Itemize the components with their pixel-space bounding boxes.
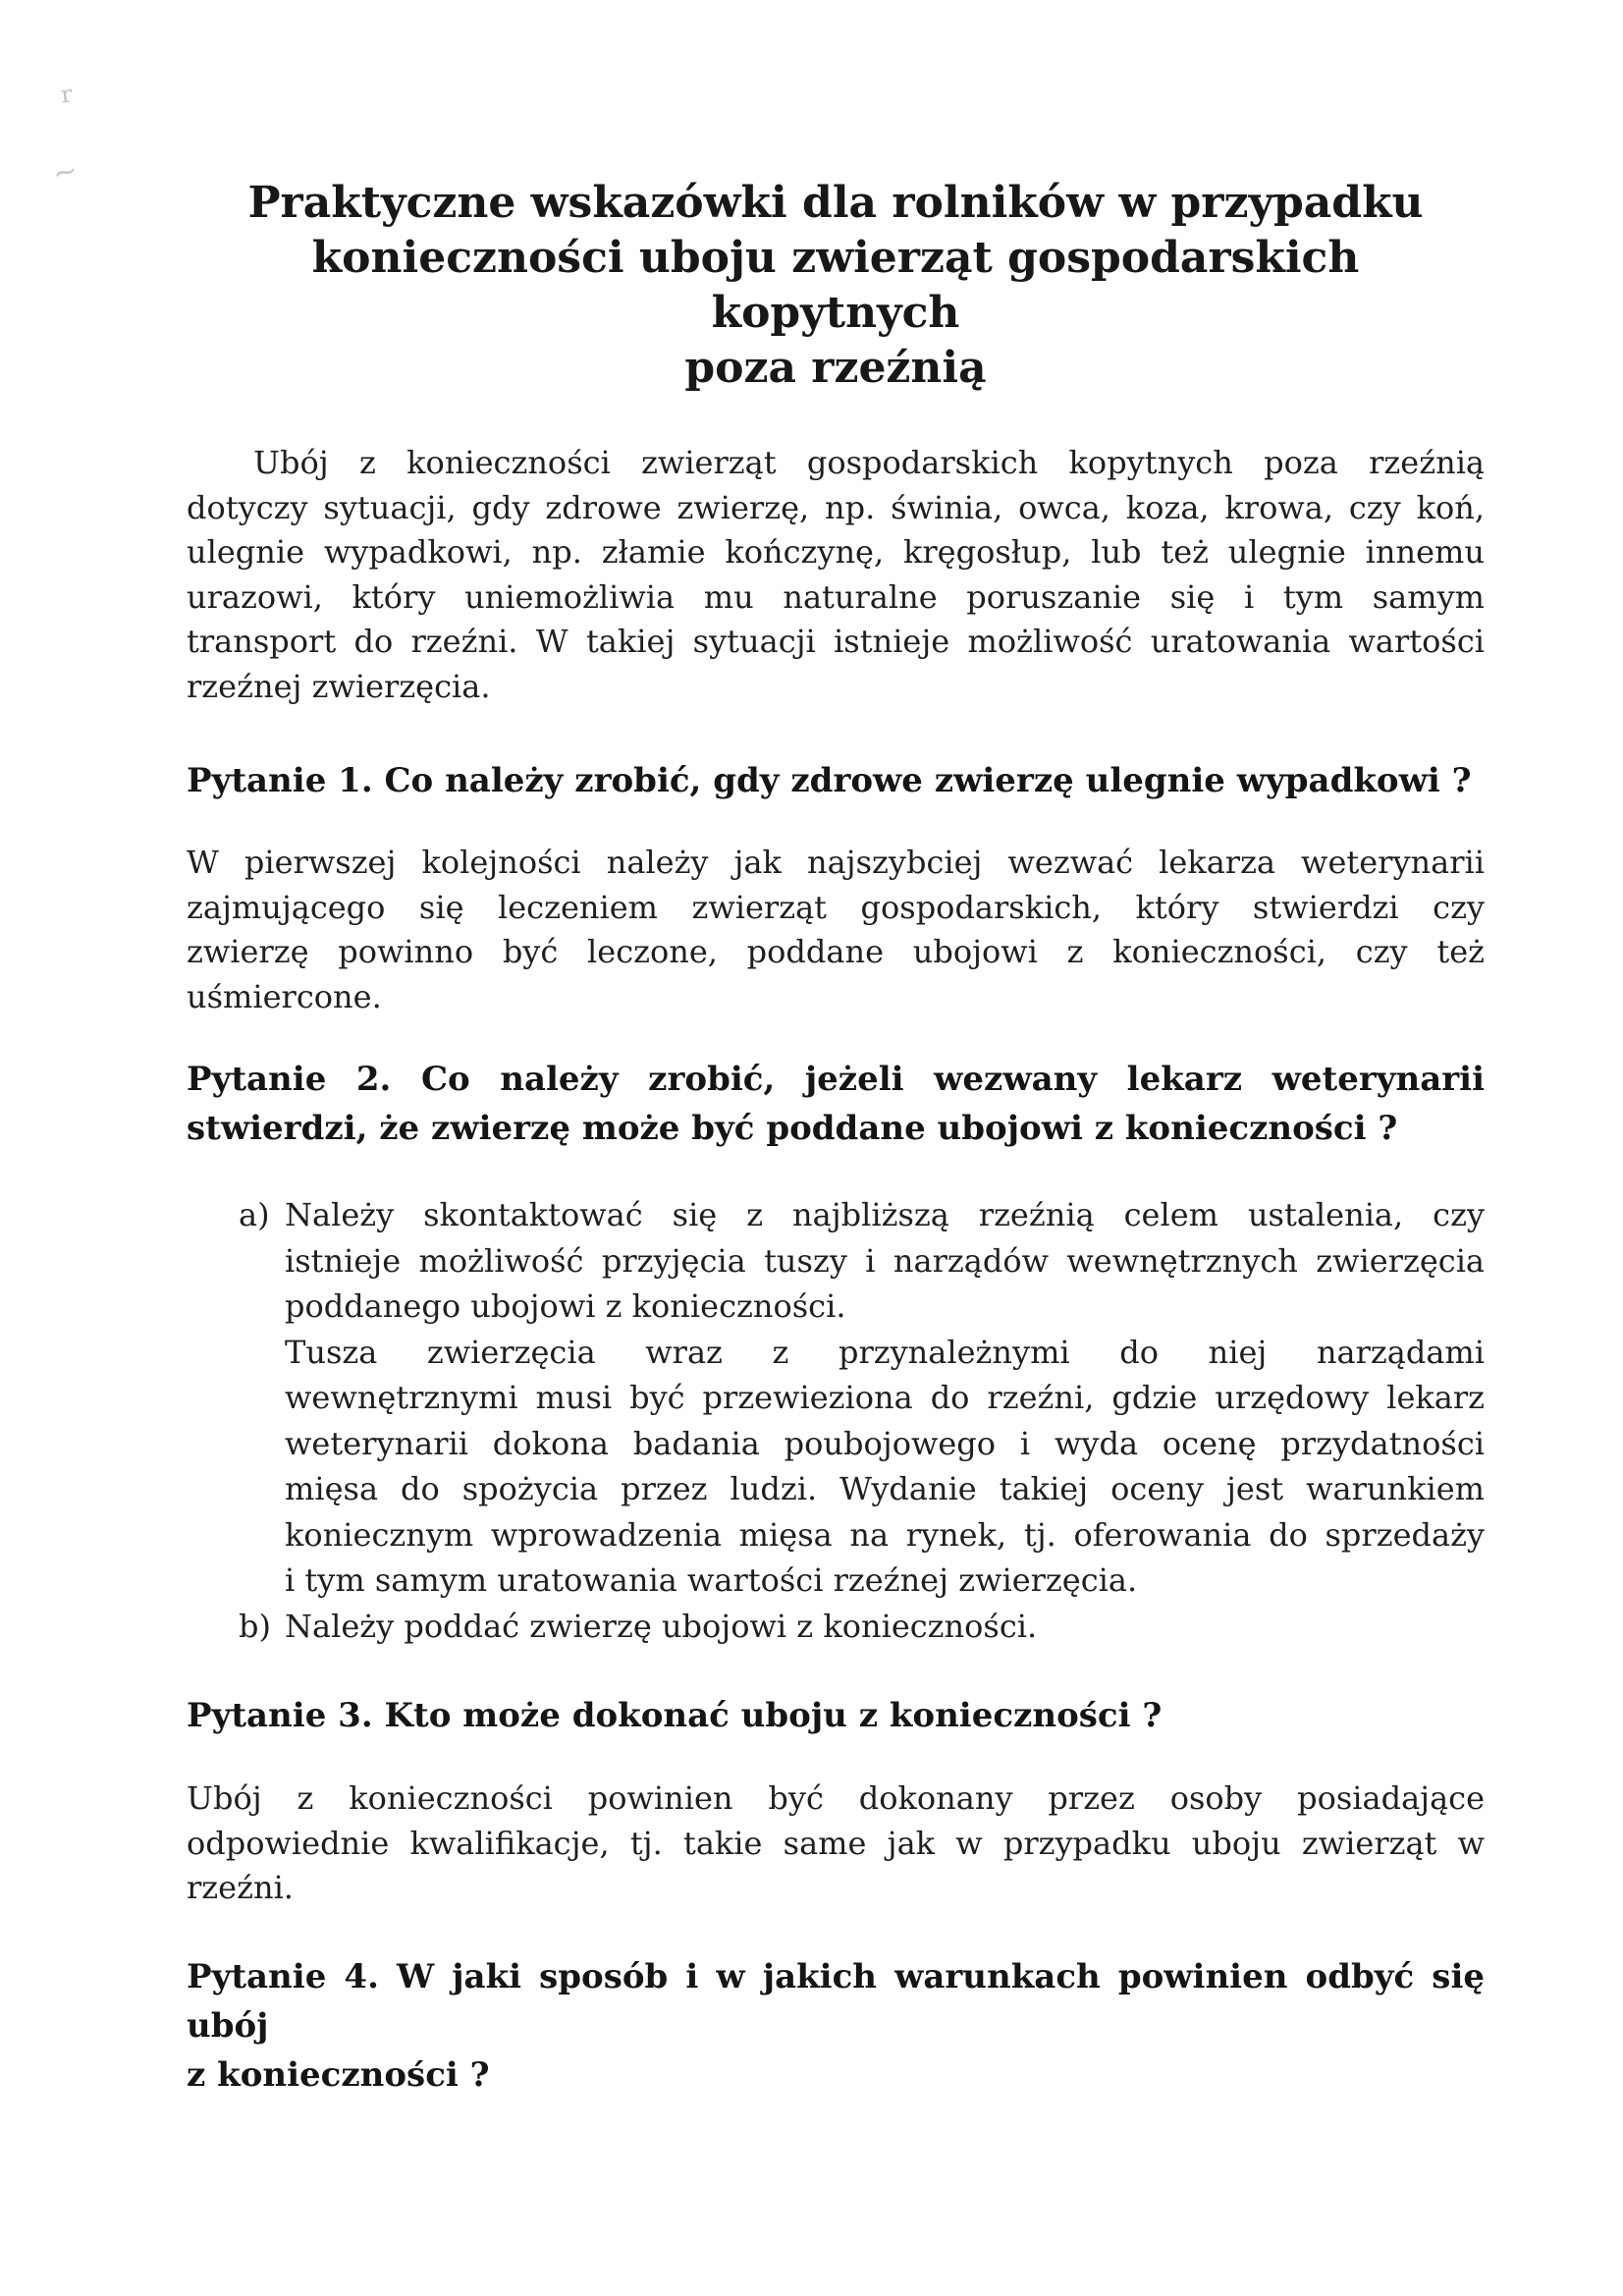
text-line: Należy skontaktować się z najbliższą rzeźnią celem ustalenia, czy [285, 1196, 1485, 1233]
question-3-heading [187, 1691, 1485, 1740]
text-line: urazowi, który uniemożliwia mu naturalne poruszanie się i tym samym [187, 577, 1485, 616]
question-2-answer-list [187, 1192, 1485, 1649]
text-line: uśmiercone. [187, 977, 382, 1015]
question-4-heading [187, 1952, 1485, 2100]
text-line: Pytanie 2. Co należy zrobić, jeżeli wezwany lekarz weterynarii [187, 1060, 1485, 1099]
text-line: W pierwszej kolejności należy jak najszybciej wezwać lekarza weterynarii [187, 844, 1485, 881]
text-line: dotyczy sytuacji, gdy zdrowe zwierzę, np. świnia, owca, koza, krowa, czy koń, [187, 488, 1485, 526]
list-item-a-paragraph-2 [285, 1330, 1485, 1604]
text-line: Ubój z konieczności powinien być dokonany przez osoby posiadające [187, 1779, 1485, 1817]
text-line: Ubój z konieczności zwierząt gospodarskich kopytnych poza rzeźnią [253, 444, 1485, 481]
question-2-heading [187, 1055, 1485, 1153]
text-line: konieczności uboju zwierząt gospodarskich kopytnych [311, 233, 1360, 338]
text-line: Pytanie 3. Kto może dokonać uboju z konieczności ? [187, 1696, 1163, 1735]
text-line: rzeźni. [187, 1869, 294, 1906]
pencil-mark: ~ [49, 152, 81, 192]
text-line: Należy poddać zwierzę ubojowi z konieczności. [285, 1607, 1038, 1645]
question-1-heading [187, 756, 1485, 805]
text-line: i tym samym uratowania wartości rzeźnej zwierzęcia. [285, 1561, 1138, 1599]
question-3-answer [187, 1777, 1485, 1911]
text-line: z konieczności ? [187, 2054, 490, 2095]
text-line: koniecznym wprowadzenia mięsa na rynek, tj. oferowania do sprzedaży [285, 1515, 1485, 1554]
text-line: transport do rzeźni. W takiej sytuacji istnieje możliwość uratowania wartości [187, 623, 1485, 660]
list-item-a [187, 1192, 1485, 1604]
list-marker-b: b) [239, 1607, 271, 1645]
text-line: mięsa do spożycia przez ludzi. Wydanie takiej oceny jest warunkiem [285, 1470, 1485, 1507]
text-line: poza rzeźnią [684, 343, 987, 393]
text-line: weterynarii dokona badania poubojowego i wyda ocenę przydatności [285, 1424, 1485, 1462]
text-line: rzeźnej zwierzęcia. [187, 667, 491, 705]
list-item-a-body [285, 1192, 1485, 1604]
text-line: Pytanie 4. W jaki sposób i w jakich warunkach powinien odbyć się ubój [187, 1956, 1485, 2046]
text-line: Pytanie 1. Co należy zrobić, gdy zdrowe zwierzę ulegnie wypadkowi ? [187, 761, 1472, 800]
list-item-b [187, 1604, 1485, 1650]
list-item-b-body [285, 1604, 1485, 1650]
text-line: zajmującego się leczeniem zwierząt gospodarskich, który stwierdzi czy [187, 888, 1485, 926]
text-line: odpowiednie kwalifikacje, tj. takie same jak w przypadku uboju zwierząt w [187, 1824, 1485, 1862]
document-title [187, 176, 1485, 396]
text-line: poddanego ubojowi z konieczności. [285, 1287, 846, 1325]
text-line: ulegnie wypadkowi, np. złamie kończynę, kręgosłup, lub też ulegnie innemu [187, 533, 1485, 571]
intro-paragraph [187, 441, 1485, 709]
list-item-b-paragraph-1 [285, 1604, 1485, 1650]
text-line: istnieje możliwość przyjęcia tuszy i narządów wewnętrznych zwierzęcia [285, 1241, 1485, 1280]
list-item-a-paragraph-1 [285, 1192, 1485, 1330]
text-line: stwierdzi, że zwierzę może być poddane ubojowi z konieczności ? [187, 1109, 1398, 1148]
text-line: zwierzę powinno być leczone, poddane ubojowi z konieczności, czy też [187, 933, 1485, 970]
text-line: Tusza zwierzęcia wraz z przynależnymi do niej narządami [285, 1333, 1485, 1371]
pencil-mark: r [59, 80, 75, 109]
text-line: Praktyczne wskazówki dla rolników w przypadku [247, 178, 1424, 228]
list-marker-a: a) [239, 1196, 270, 1233]
text-line: wewnętrznymi musi być przewieziona do rzeźni, gdzie urzędowy lekarz [285, 1379, 1485, 1416]
question-1-answer [187, 841, 1485, 1019]
